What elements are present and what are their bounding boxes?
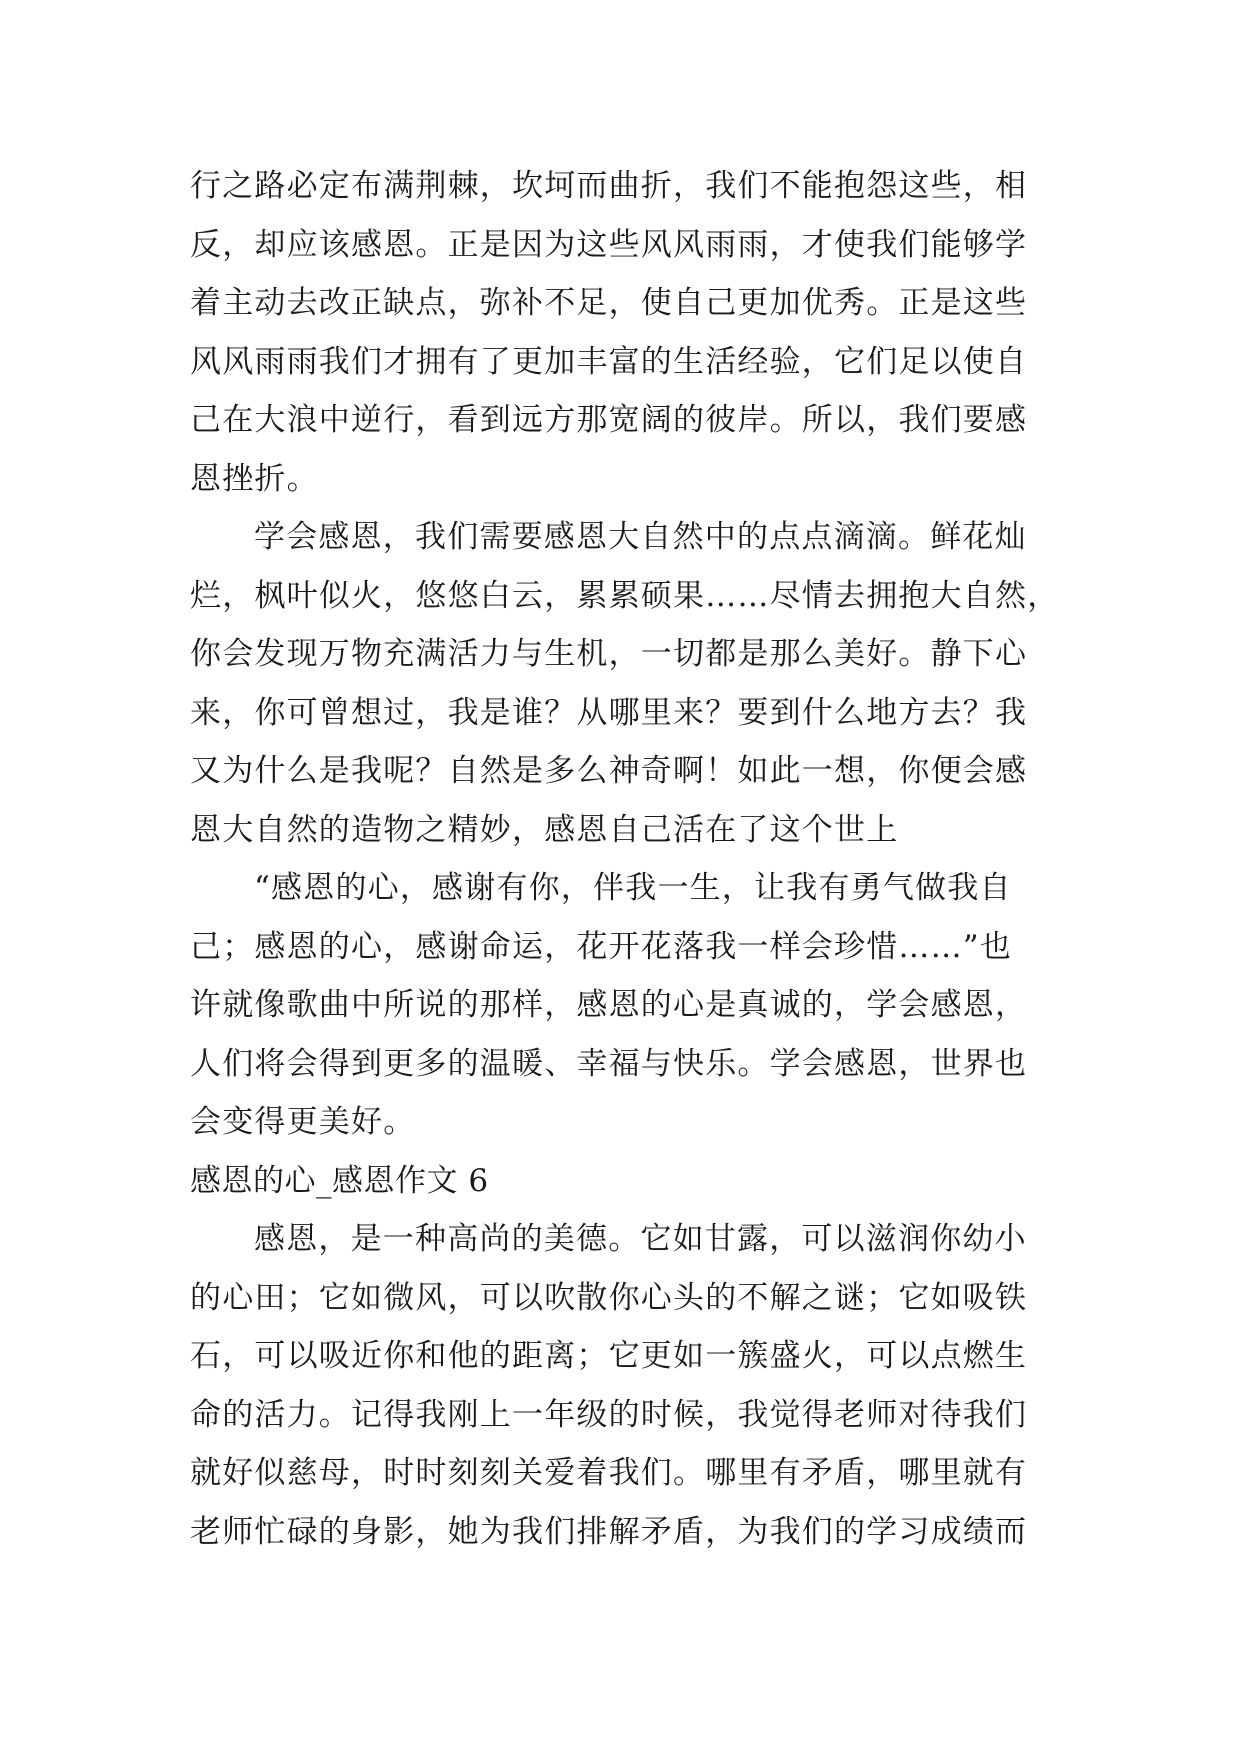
paragraph-teacher — [190, 1210, 1052, 1561]
text-line: 许就像歌曲中所说的那样，感恩的心是真诚的，学会感恩， — [190, 987, 1028, 1023]
text-line: 命的活力。记得我刚上一年级的时候，我觉得老师对待我们 — [190, 1396, 1028, 1433]
text-line: 感恩，是一种高尚的美德。它如甘露，可以滋润你幼小 — [254, 1221, 1027, 1257]
paragraph-continued — [190, 157, 1052, 508]
text-line: 又为什么是我呢？自然是多么神奇啊！如此一想，你便会感 — [190, 753, 1028, 789]
text-line: 着主动去改正缺点，弥补不足，使自己更加优秀。正是这些 — [190, 285, 1028, 321]
text-line: 反，却应该感恩。正是因为这些风风雨雨，才使我们能够学 — [190, 226, 1028, 263]
document-body — [190, 157, 1060, 1561]
text-line: 己在大浪中逆行，看到远方那宽阔的彼岸。所以，我们要感 — [190, 402, 1028, 438]
text-line: 就好似慈母，时时刻刻关爱着我们。哪里有矛盾，哪里就有 — [190, 1455, 1028, 1491]
paragraph-song — [190, 859, 1052, 1152]
text-line: 恩大自然的造物之精妙，感恩自己活在了这个世上 — [190, 811, 899, 848]
text-line: 己；感恩的心，感谢命运，花开花落我一样会珍惜……”也 — [190, 928, 1013, 965]
text-line: 会变得更美好。 — [190, 1104, 416, 1140]
text-line: “感恩的心，感谢有你，伴我一生，让我有勇气做我自 — [254, 870, 1012, 906]
text-line: 老师忙碌的身影，她为我们排解矛盾，为我们的学习成绩而 — [190, 1513, 1028, 1550]
paragraph-nature — [190, 508, 1060, 859]
text-line: 石，可以吸近你和他的距离；它更如一簇盛火，可以点燃生 — [190, 1338, 1028, 1374]
text-line: 人们将会得到更多的温暖、幸福与快乐。学会感恩，世界也 — [190, 1045, 1028, 1082]
text-line: 风风雨雨我们才拥有了更加丰富的生活经验，它们足以使自 — [190, 343, 1028, 380]
text-line: 你会发现万物充满活力与生机，一切都是那么美好。静下心 — [190, 636, 1028, 672]
text-line: 来，你可曾想过，我是谁？从哪里来？要到什么地方去？我 — [190, 694, 1028, 731]
text-line: 学会感恩，我们需要感恩大自然中的点点滴滴。鲜花灿 — [254, 519, 1027, 555]
section-heading — [190, 1152, 1052, 1211]
text-line: 烂，枫叶似火，悠悠白云，累累硕果……尽情去拥抱大自然， — [190, 577, 1060, 614]
section-heading-text: 感恩的心_感恩作文 6 — [190, 1162, 489, 1199]
text-line: 行之路必定布满荆棘，坎坷而曲折，我们不能抱怨这些，相 — [190, 168, 1028, 204]
text-line: 的心田；它如微风，可以吹散你心头的不解之谜；它如吸铁 — [190, 1279, 1028, 1316]
text-line: 恩挫折。 — [190, 460, 319, 497]
